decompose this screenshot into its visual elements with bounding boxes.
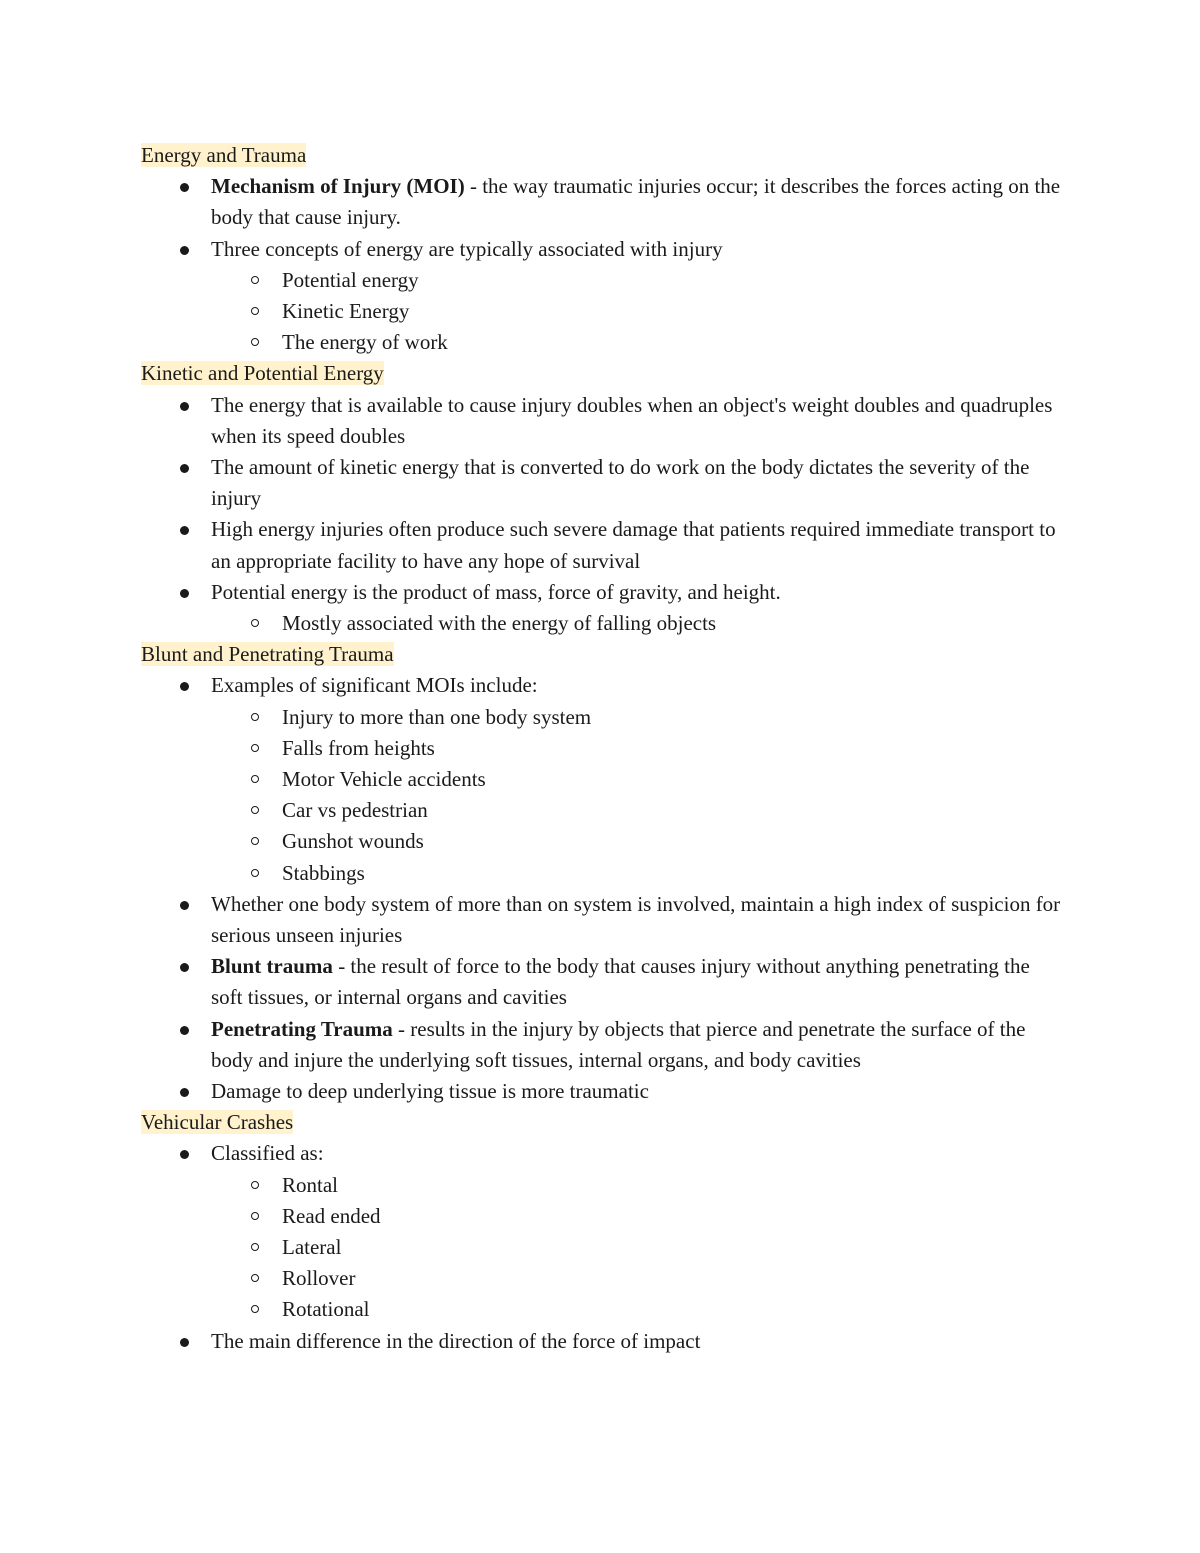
filled-bullet-icon	[180, 526, 189, 535]
hollow-bullet-icon	[251, 1181, 259, 1189]
list-item	[141, 1076, 1061, 1107]
sub-list-item-text: Lateral	[282, 1235, 342, 1260]
hollow-bullet-icon	[251, 744, 259, 752]
term: Penetrating Trauma	[211, 1016, 393, 1041]
sub-list-item-text: Kinetic Energy	[282, 299, 410, 323]
sub-list-item-text: Potential energy	[282, 267, 419, 292]
filled-bullet-icon	[180, 1150, 189, 1159]
filled-bullet-icon	[180, 183, 189, 192]
list-item-text: - the result of force to the body that causes injury without anything penetrating the soft tissues, or internal organs and cavities	[211, 954, 1030, 1010]
list-item	[141, 234, 1061, 359]
list-item	[141, 889, 1061, 951]
sub-list-item	[141, 1170, 1061, 1201]
filled-bullet-icon	[180, 963, 189, 972]
filled-bullet-icon	[180, 402, 189, 411]
hollow-bullet-icon	[251, 713, 259, 721]
sub-list	[211, 1170, 1061, 1326]
filled-bullet-icon	[180, 464, 189, 473]
sub-list-item	[141, 1294, 1061, 1325]
filled-bullet-icon	[180, 1088, 189, 1097]
hollow-bullet-icon	[251, 619, 259, 627]
sub-list-item	[141, 327, 1061, 358]
term: Blunt trauma	[211, 954, 333, 979]
sub-list-item-text: Read ended	[282, 1203, 381, 1228]
section-heading-text: Blunt and Penetrating Trauma	[141, 642, 394, 667]
list-item-text: The amount of kinetic energy that is converted to do work on the body dictates the severity of the injury	[211, 455, 1030, 511]
sub-list-item-text: The energy of work	[282, 330, 448, 355]
sub-list-item	[141, 795, 1061, 826]
list-item-text: - results in the injury by objects that pierce and penetrate the surface of the body and injure the underlying soft tissues, internal organs, and body cavities	[211, 1016, 1026, 1072]
list-item-text: - the way traumatic injuries occur; it describes the forces acting on the body that cause injury.	[211, 174, 1061, 230]
sub-list-item	[141, 826, 1061, 857]
sub-list-item-text: Stabbings	[282, 860, 365, 885]
section-heading	[141, 358, 1061, 389]
sub-list-item	[141, 764, 1061, 795]
sub-list-item-text: Motor Vehicle accidents	[282, 767, 486, 792]
sub-list-item-text: Gunshot wounds	[282, 829, 424, 854]
list-item	[141, 452, 1061, 514]
list-item-text: Whether one body system of more than on system is involved, maintain a high index of suspicion for serious unseen injuries	[211, 891, 1061, 948]
sub-list	[211, 608, 1061, 639]
filled-bullet-icon	[180, 246, 189, 255]
list-item	[141, 670, 1061, 888]
sub-list-item-text: Rollover	[282, 1266, 356, 1291]
hollow-bullet-icon	[251, 276, 259, 284]
list-item-text: Potential energy is the product of mass, force of gravity, and height.	[211, 579, 781, 604]
sub-list-item	[141, 858, 1061, 889]
list-item-text: High energy injuries often produce such severe damage that patients required immediate transport to an appropriate facility to have any hope of survival	[211, 517, 1056, 573]
hollow-bullet-icon	[251, 307, 259, 315]
filled-bullet-icon	[180, 589, 189, 598]
list-item	[141, 171, 1061, 233]
list-item-text: Examples of significant MOIs include:	[211, 673, 538, 698]
list-item-text: Damage to deep underlying tissue is more traumatic	[211, 1079, 649, 1104]
list-item-text: Classified as:	[211, 1141, 324, 1166]
list-item	[141, 390, 1061, 452]
sub-list	[211, 265, 1061, 359]
sub-list	[211, 702, 1061, 889]
sub-list-item-text: Rontal	[282, 1172, 338, 1197]
list-item	[141, 514, 1061, 576]
filled-bullet-icon	[180, 901, 189, 910]
sub-list-item	[141, 1232, 1061, 1263]
section-heading	[141, 1107, 1061, 1138]
sub-list-item	[141, 1263, 1061, 1294]
list-item	[141, 951, 1061, 1013]
section-heading-text: Energy and Trauma	[141, 143, 307, 167]
sub-list-item	[141, 702, 1061, 733]
list-item-text: Three concepts of energy are typically associated with injury	[211, 236, 723, 261]
filled-bullet-icon	[180, 1026, 189, 1035]
list-item-text: The energy that is available to cause injury doubles when an object's weight doubles and quadruples when its speed doubles	[211, 392, 1053, 448]
sub-list-item	[141, 265, 1061, 296]
hollow-bullet-icon	[251, 1212, 259, 1220]
bullet-list	[141, 670, 1061, 1107]
list-item	[141, 577, 1061, 639]
section-heading-text: Vehicular Crashes	[141, 1110, 294, 1135]
sub-list-item	[141, 1201, 1061, 1232]
section-heading	[141, 639, 1061, 670]
hollow-bullet-icon	[251, 1243, 259, 1251]
list-item	[141, 1326, 1061, 1357]
bullet-list	[141, 171, 1061, 358]
bullet-list	[141, 1138, 1061, 1356]
sub-list-item-text: Mostly associated with the energy of falling objects	[282, 611, 717, 636]
section-heading	[141, 140, 1061, 171]
sub-list-item-text: Injury to more than one body system	[282, 704, 592, 729]
sub-list-item	[141, 296, 1061, 327]
sub-list-item	[141, 608, 1061, 639]
list-item-text: The main difference in the direction of the force of impact	[211, 1328, 701, 1353]
bullet-list	[141, 390, 1061, 640]
filled-bullet-icon	[180, 682, 189, 691]
sub-list-item-text: Falls from heights	[282, 735, 435, 760]
sub-list-item-text: Car vs pedestrian	[282, 798, 428, 823]
sub-list-item-text: Rotational	[282, 1297, 370, 1322]
list-item	[141, 1014, 1061, 1076]
list-item	[141, 1138, 1061, 1325]
document-body	[141, 140, 1061, 1357]
filled-bullet-icon	[180, 1338, 189, 1347]
sub-list-item	[141, 733, 1061, 764]
section-heading-text: Kinetic and Potential Energy	[141, 361, 384, 386]
term: Mechanism of Injury (MOI)	[211, 174, 465, 199]
hollow-bullet-icon	[251, 775, 259, 783]
hollow-bullet-icon	[251, 869, 259, 877]
